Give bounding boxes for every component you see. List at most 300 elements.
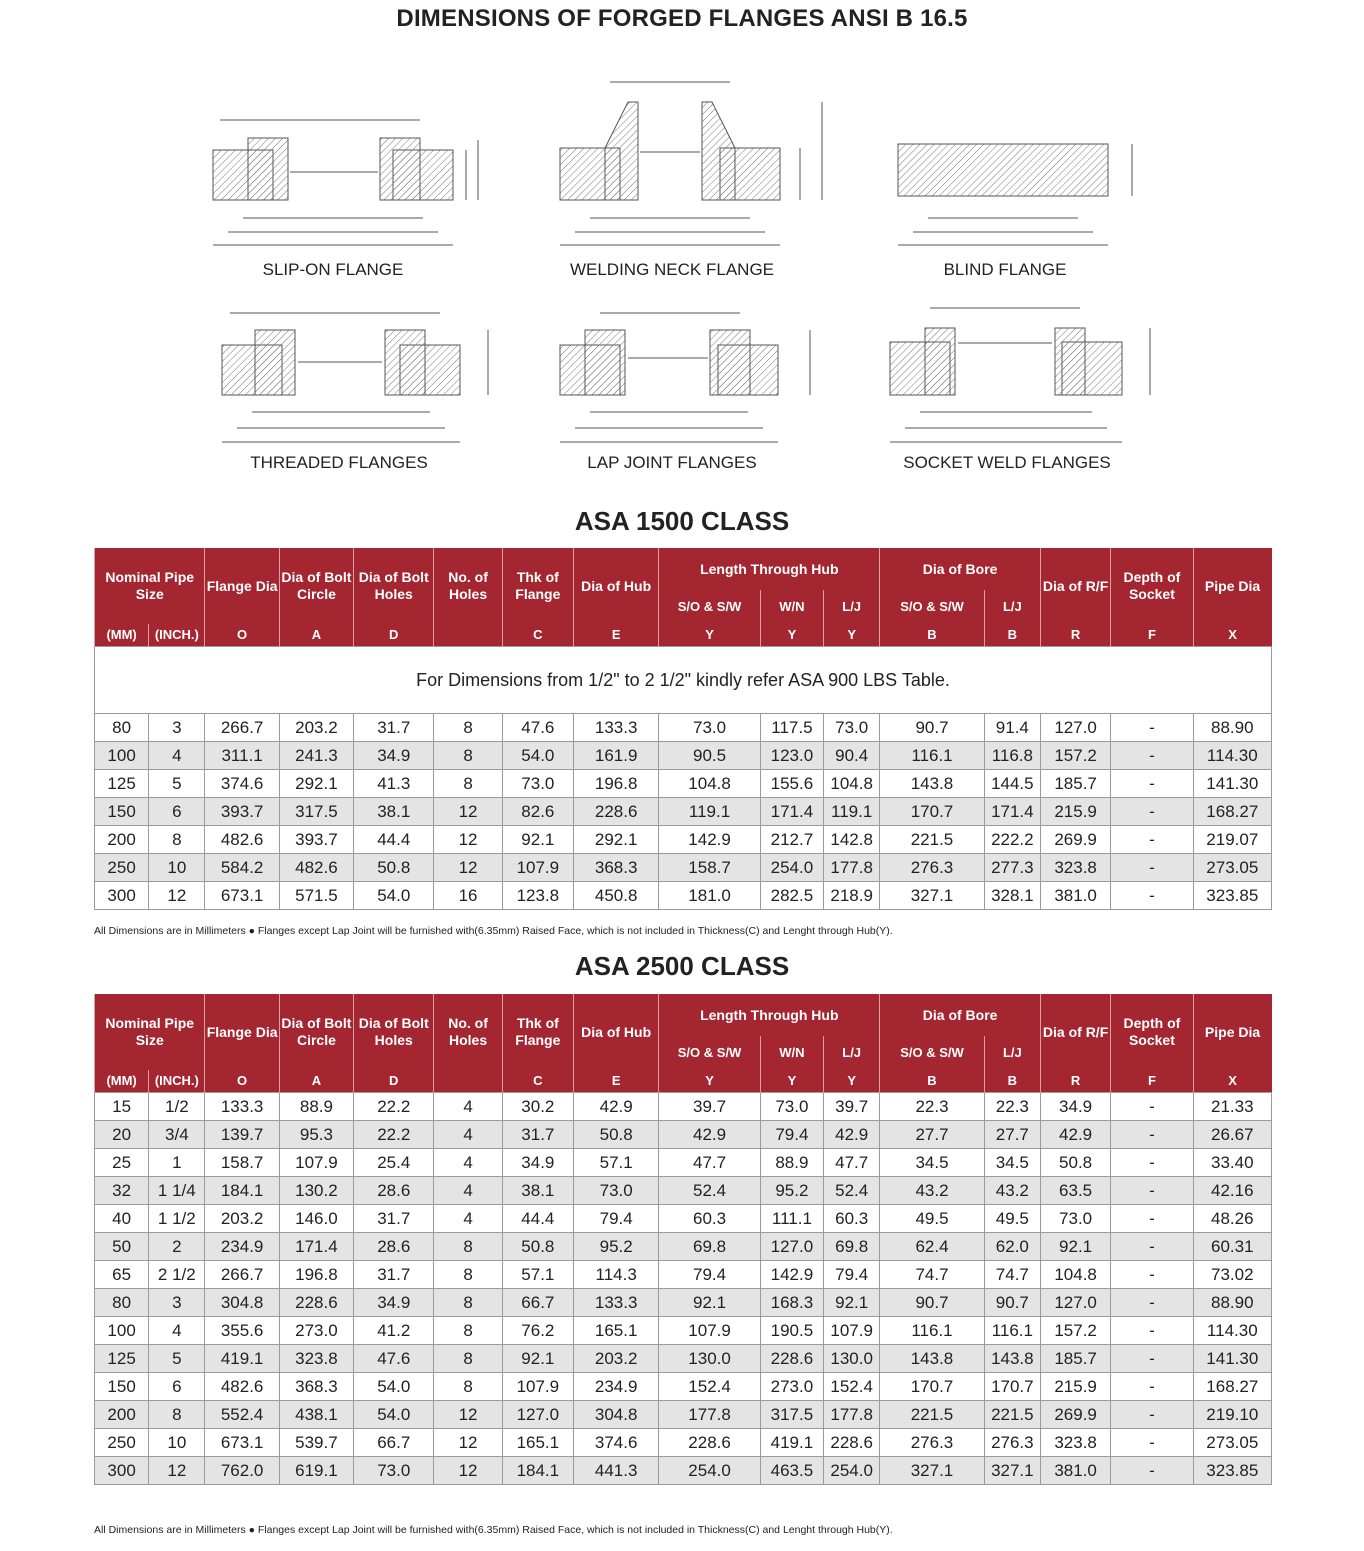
table-row (95, 1121, 1272, 1149)
table-cell: 31.7 (354, 714, 434, 742)
table-cell: 300 (95, 1457, 149, 1485)
table-cell: 144.5 (984, 770, 1040, 798)
table-row (95, 1177, 1272, 1205)
table-cell: 328.1 (984, 882, 1040, 910)
table-cell: 215.9 (1040, 798, 1110, 826)
table-cell: 158.7 (205, 1149, 279, 1177)
table-cell: - (1111, 1457, 1193, 1485)
table-cell: 73.0 (659, 714, 760, 742)
th-letter-r: R (1040, 1070, 1110, 1093)
table-cell: 250 (95, 854, 149, 882)
table-cell: 419.1 (760, 1429, 823, 1457)
th-bore-so-sw: S/O & S/W (880, 590, 984, 624)
table-cell: 8 (434, 1373, 502, 1401)
th-letter-y3: Y (824, 624, 880, 647)
table-cell: 8 (149, 1401, 205, 1429)
th-letter-y2: Y (760, 624, 823, 647)
table-cell: 241.3 (279, 742, 353, 770)
th-length-hub: Length Through Hub (659, 548, 880, 590)
th-pipe-dia: Pipe Dia (1193, 994, 1271, 1070)
table-cell: 100 (95, 742, 149, 770)
table-cell: 107.9 (659, 1317, 760, 1345)
table-cell: 161.9 (573, 742, 658, 770)
table-cell: 157.2 (1040, 742, 1110, 770)
table-cell: 28.6 (354, 1177, 434, 1205)
table-cell: 73.0 (573, 1177, 658, 1205)
table-cell: 177.8 (824, 1401, 880, 1429)
th-letter-e: E (573, 624, 658, 647)
table-cell: - (1111, 1429, 1193, 1457)
table-cell: 44.4 (354, 826, 434, 854)
table-cell: 304.8 (205, 1289, 279, 1317)
table-cell: 8 (434, 1317, 502, 1345)
table-cell: 73.0 (824, 714, 880, 742)
table-cell: 90.7 (880, 1289, 984, 1317)
table-cell: 254.0 (760, 854, 823, 882)
table-cell: 31.7 (354, 1205, 434, 1233)
table-cell: 1 1/2 (149, 1205, 205, 1233)
th-bolt-circle: Dia of Bolt Circle (279, 548, 353, 624)
table-cell: 104.8 (1040, 1261, 1110, 1289)
table-cell: 171.4 (984, 798, 1040, 826)
table-cell: 221.5 (880, 1401, 984, 1429)
table-cell: 25.4 (354, 1149, 434, 1177)
table-cell: 221.5 (984, 1401, 1040, 1429)
table-cell: 125 (95, 770, 149, 798)
table-cell: 34.9 (1040, 1093, 1110, 1121)
class1500-table (94, 548, 1272, 910)
table-cell: 42.9 (573, 1093, 658, 1121)
table-cell: 170.7 (984, 1373, 1040, 1401)
th-wn: W/N (760, 590, 823, 624)
table-cell: 368.3 (573, 854, 658, 882)
th-letter-f: F (1111, 624, 1193, 647)
table-cell: 152.4 (824, 1373, 880, 1401)
page-title: DIMENSIONS OF FORGED FLANGES ANSI B 16.5 (396, 5, 968, 32)
table-cell: 32 (95, 1177, 149, 1205)
table-cell: 266.7 (205, 714, 279, 742)
th-mm: (MM) (95, 624, 149, 647)
table-cell: 92.1 (659, 1289, 760, 1317)
table-cell: 82.6 (502, 798, 573, 826)
table-cell: 50.8 (502, 1233, 573, 1261)
table-cell: - (1111, 770, 1193, 798)
label-blind: BLIND FLANGE (943, 260, 1067, 279)
th-wn: W/N (760, 1036, 823, 1070)
table-cell: 482.6 (279, 854, 353, 882)
table-cell: 158.7 (659, 854, 760, 882)
table-cell: 125 (95, 1345, 149, 1373)
th-letter-x: X (1193, 1070, 1271, 1093)
table-cell: 317.5 (279, 798, 353, 826)
table-cell: 273.0 (279, 1317, 353, 1345)
table-cell: 31.7 (502, 1121, 573, 1149)
table-cell: 323.85 (1193, 882, 1271, 910)
table-cell: 269.9 (1040, 1401, 1110, 1429)
table-cell: - (1111, 854, 1193, 882)
table-cell: 168.27 (1193, 798, 1271, 826)
table-cell: 142.9 (760, 1261, 823, 1289)
table-cell: 69.8 (659, 1233, 760, 1261)
table-cell: 114.30 (1193, 742, 1271, 770)
th-nominal: Nominal Pipe Size (95, 548, 205, 624)
class2500-body (95, 1093, 1272, 1485)
class1500-note: For Dimensions from 1/2" to 2 1/2" kindly refer ASA 900 LBS Table. (95, 647, 1272, 714)
table-cell: 374.6 (205, 770, 279, 798)
table-cell: 673.1 (205, 882, 279, 910)
table-cell: 311.1 (205, 742, 279, 770)
table-cell: 215.9 (1040, 1373, 1110, 1401)
table-cell: - (1111, 714, 1193, 742)
table-cell: 8 (149, 826, 205, 854)
table-cell: 116.1 (984, 1317, 1040, 1345)
th-dia-rf: Dia of R/F (1040, 994, 1110, 1070)
table-cell: 79.4 (760, 1121, 823, 1149)
table-cell: 304.8 (573, 1401, 658, 1429)
table-cell: 127.0 (1040, 714, 1110, 742)
table-cell: 114.30 (1193, 1317, 1271, 1345)
table-cell: 114.3 (573, 1261, 658, 1289)
table-cell: 269.9 (1040, 826, 1110, 854)
table-cell: 1/2 (149, 1093, 205, 1121)
table-cell: 762.0 (205, 1457, 279, 1485)
table-cell: 212.7 (760, 826, 823, 854)
table-cell: 368.3 (279, 1373, 353, 1401)
table-cell: - (1111, 882, 1193, 910)
th-letter-blank (434, 1070, 502, 1093)
table-row (95, 1345, 1272, 1373)
table-cell: 323.8 (1040, 854, 1110, 882)
table-cell: 6 (149, 798, 205, 826)
table-cell: 185.7 (1040, 770, 1110, 798)
th-depth-socket: Depth of Socket (1111, 994, 1193, 1070)
th-letter-f: F (1111, 1070, 1193, 1093)
th-letter-o: O (205, 624, 279, 647)
table-cell: 38.1 (502, 1177, 573, 1205)
table-cell: 57.1 (502, 1261, 573, 1289)
class1500-body (95, 647, 1272, 910)
th-bolt-holes: Dia of Bolt Holes (354, 548, 434, 624)
table-cell: 228.6 (279, 1289, 353, 1317)
table-cell: 8 (434, 1345, 502, 1373)
table-cell: 57.1 (573, 1149, 658, 1177)
table-cell: 171.4 (760, 798, 823, 826)
table-cell: 8 (434, 742, 502, 770)
class2500-title: ASA 2500 CLASS (574, 951, 790, 981)
table-cell: 8 (434, 770, 502, 798)
label-slip-on: SLIP-ON FLANGE (262, 260, 404, 279)
th-inch: (INCH.) (149, 1070, 205, 1093)
table-cell: 50.8 (354, 854, 434, 882)
table-cell: 107.9 (824, 1317, 880, 1345)
table-cell: - (1111, 1345, 1193, 1373)
table-cell: 133.3 (205, 1093, 279, 1121)
table-cell: 92.1 (502, 826, 573, 854)
label-lap-joint: LAP JOINT FLANGES (587, 453, 757, 472)
table-cell: 52.4 (659, 1177, 760, 1205)
table-cell: 95.3 (279, 1121, 353, 1149)
table-cell: 571.5 (279, 882, 353, 910)
table-cell: 39.7 (659, 1093, 760, 1121)
table-cell: 203.2 (573, 1345, 658, 1373)
th-depth-socket: Depth of Socket (1111, 548, 1193, 624)
table-cell: 218.9 (824, 882, 880, 910)
table-cell: 12 (434, 1401, 502, 1429)
table-cell: 266.7 (205, 1261, 279, 1289)
table-cell: 44.4 (502, 1205, 573, 1233)
table-cell: 165.1 (502, 1429, 573, 1457)
table-cell: 48.26 (1193, 1205, 1271, 1233)
table-cell: 250 (95, 1429, 149, 1457)
th-mm: (MM) (95, 1070, 149, 1093)
table-cell: 221.5 (880, 826, 984, 854)
table-cell: 25 (95, 1149, 149, 1177)
table-cell: 79.4 (573, 1205, 658, 1233)
table-cell: 143.8 (880, 1345, 984, 1373)
table-cell: 41.3 (354, 770, 434, 798)
table-cell: 196.8 (573, 770, 658, 798)
table-cell: 73.0 (502, 770, 573, 798)
table-cell: 12 (434, 826, 502, 854)
table-cell: 539.7 (279, 1429, 353, 1457)
table-cell: 200 (95, 826, 149, 854)
slip-on-flange-drawing (213, 120, 478, 245)
table-cell: - (1111, 742, 1193, 770)
table-row (95, 882, 1272, 910)
th-bore-lj: L/J (984, 590, 1040, 624)
table-row (95, 1233, 1272, 1261)
table-cell: 133.3 (573, 714, 658, 742)
table-cell: 43.2 (880, 1177, 984, 1205)
table-cell: 90.5 (659, 742, 760, 770)
table-cell: 12 (434, 854, 502, 882)
table-cell: 4 (149, 1317, 205, 1345)
table-cell: 273.05 (1193, 1429, 1271, 1457)
table-cell: 6 (149, 1373, 205, 1401)
table-cell: 88.9 (279, 1093, 353, 1121)
th-dia-rf: Dia of R/F (1040, 548, 1110, 624)
th-letter-a: A (279, 624, 353, 647)
table-cell: 95.2 (760, 1177, 823, 1205)
table-cell: 3/4 (149, 1121, 205, 1149)
th-no-holes: No. of Holes (434, 548, 502, 624)
table-row (95, 854, 1272, 882)
table-cell: 168.3 (760, 1289, 823, 1317)
table-cell: 127.0 (760, 1233, 823, 1261)
table-cell: 41.2 (354, 1317, 434, 1345)
table-cell: 143.8 (984, 1345, 1040, 1373)
th-letter-d: D (354, 624, 434, 647)
table-cell: 10 (149, 854, 205, 882)
th-lj: L/J (824, 1036, 880, 1070)
label-threaded: THREADED FLANGES (250, 453, 428, 472)
th-letter-d: D (354, 1070, 434, 1093)
table-cell: 42.9 (659, 1121, 760, 1149)
table-cell: 482.6 (205, 1373, 279, 1401)
th-nominal: Nominal Pipe Size (95, 994, 205, 1070)
table-cell: 146.0 (279, 1205, 353, 1233)
table-cell: 22.2 (354, 1121, 434, 1149)
table-cell: 150 (95, 1373, 149, 1401)
table-cell: 92.1 (824, 1289, 880, 1317)
table-cell: - (1111, 1149, 1193, 1177)
table-row (95, 714, 1272, 742)
th-so-sw: S/O & S/W (659, 1036, 760, 1070)
th-letter-a: A (279, 1070, 353, 1093)
table-cell: 130.0 (659, 1345, 760, 1373)
table-cell: 79.4 (659, 1261, 760, 1289)
table-cell: 12 (434, 1429, 502, 1457)
table-cell: 47.7 (659, 1149, 760, 1177)
table-cell: 28.6 (354, 1233, 434, 1261)
table-cell: 50.8 (1040, 1149, 1110, 1177)
table-cell: 254.0 (659, 1457, 760, 1485)
table-cell: 73.02 (1193, 1261, 1271, 1289)
th-dia-bore: Dia of Bore (880, 994, 1041, 1036)
table-cell: 50.8 (573, 1121, 658, 1149)
table-row (95, 1093, 1272, 1121)
table-cell: 273.0 (760, 1373, 823, 1401)
table-cell: 4 (434, 1093, 502, 1121)
table-cell: 49.5 (880, 1205, 984, 1233)
table-cell: - (1111, 1317, 1193, 1345)
table-cell: 393.7 (205, 798, 279, 826)
table-cell: 130.2 (279, 1177, 353, 1205)
table-cell: 66.7 (354, 1429, 434, 1457)
table-cell: 107.9 (502, 1373, 573, 1401)
table-cell: 4 (434, 1121, 502, 1149)
table-cell: 143.8 (880, 770, 984, 798)
table-cell: 30.2 (502, 1093, 573, 1121)
table-cell: 43.2 (984, 1177, 1040, 1205)
th-dia-hub: Dia of Hub (573, 548, 658, 624)
table-cell: - (1111, 1289, 1193, 1317)
table-cell: - (1111, 1233, 1193, 1261)
table-cell: 2 1/2 (149, 1261, 205, 1289)
table-cell: 15 (95, 1093, 149, 1121)
table-cell: 42.16 (1193, 1177, 1271, 1205)
table-cell: 165.1 (573, 1317, 658, 1345)
table-cell: 12 (434, 1457, 502, 1485)
table-cell: 276.3 (880, 854, 984, 882)
table-cell: 276.3 (880, 1429, 984, 1457)
table-cell: 50 (95, 1233, 149, 1261)
table-cell: 90.7 (984, 1289, 1040, 1317)
table-cell: - (1111, 1205, 1193, 1233)
table-cell: 111.1 (760, 1205, 823, 1233)
table-cell: 1 1/4 (149, 1177, 205, 1205)
table-cell: 170.7 (880, 798, 984, 826)
table-cell: 100 (95, 1317, 149, 1345)
table-cell: 80 (95, 714, 149, 742)
table-cell: 3 (149, 1289, 205, 1317)
table-cell: 47.7 (824, 1149, 880, 1177)
table-cell: 185.7 (1040, 1345, 1110, 1373)
th-pipe-dia: Pipe Dia (1193, 548, 1271, 624)
table-cell: 133.3 (573, 1289, 658, 1317)
table-cell: 16 (434, 882, 502, 910)
class2500-footnote: All Dimensions are in Millimeters ● Flanges except Lap Joint will be furnished with(6.35mm) Raised Face, which is not included in Thickness(C) and Lenght through Hub(Y). (94, 1524, 893, 1536)
table-cell: 80 (95, 1289, 149, 1317)
table-cell: 88.9 (760, 1149, 823, 1177)
table-cell: 127.0 (502, 1401, 573, 1429)
th-bore-so-sw: S/O & S/W (880, 1036, 984, 1070)
table-cell: 300 (95, 882, 149, 910)
table-cell: 116.1 (880, 742, 984, 770)
table-row (95, 1457, 1272, 1485)
table-cell: - (1111, 1177, 1193, 1205)
table-cell: 116.1 (880, 1317, 984, 1345)
table-cell: 116.8 (984, 742, 1040, 770)
table-row (95, 770, 1272, 798)
table-cell: 92.1 (502, 1345, 573, 1373)
table-cell: 54.0 (354, 1401, 434, 1429)
table-cell: 63.5 (1040, 1177, 1110, 1205)
table-cell: 141.30 (1193, 770, 1271, 798)
table-cell: 54.0 (354, 1373, 434, 1401)
table-cell: 12 (149, 1457, 205, 1485)
table-row (95, 1373, 1272, 1401)
table-cell: 171.4 (279, 1233, 353, 1261)
table-cell: 4 (434, 1205, 502, 1233)
table-row (95, 1429, 1272, 1457)
table-cell: 482.6 (205, 826, 279, 854)
th-letter-b2: B (984, 1070, 1040, 1093)
blind-flange-drawing (898, 144, 1132, 245)
class1500-title: ASA 1500 CLASS (574, 506, 790, 536)
table-cell: 54.0 (354, 882, 434, 910)
table-cell: 76.2 (502, 1317, 573, 1345)
th-no-holes: No. of Holes (434, 994, 502, 1070)
table-cell: 323.85 (1193, 1457, 1271, 1485)
table-cell: 90.4 (824, 742, 880, 770)
table-row (95, 826, 1272, 854)
table-cell: 327.1 (880, 1457, 984, 1485)
table-cell: 74.7 (984, 1261, 1040, 1289)
th-flange-dia: Flange Dia (205, 548, 279, 624)
th-thk-flange: Thk of Flange (502, 994, 573, 1070)
table-cell: 170.7 (880, 1373, 984, 1401)
flange-drawings (0, 60, 1364, 490)
table-cell: - (1111, 1373, 1193, 1401)
table-cell: 5 (149, 770, 205, 798)
table-cell: 228.6 (824, 1429, 880, 1457)
th-letter-y1: Y (659, 1070, 760, 1093)
th-letter-b1: B (880, 624, 984, 647)
table-cell: 323.8 (1040, 1429, 1110, 1457)
table-cell: 88.90 (1193, 1289, 1271, 1317)
table-cell: 8 (434, 1261, 502, 1289)
table-cell: 228.6 (659, 1429, 760, 1457)
table-cell: 42.9 (824, 1121, 880, 1149)
table-cell: 12 (434, 798, 502, 826)
table-cell: 79.4 (824, 1261, 880, 1289)
table-cell: 168.27 (1193, 1373, 1271, 1401)
table-cell: 34.5 (880, 1149, 984, 1177)
table-cell: 38.1 (354, 798, 434, 826)
th-letter-y2: Y (760, 1070, 823, 1093)
table-cell: 22.3 (984, 1093, 1040, 1121)
table-row (95, 798, 1272, 826)
th-letter-y3: Y (824, 1070, 880, 1093)
table-cell: 27.7 (984, 1121, 1040, 1149)
table-cell: 119.1 (824, 798, 880, 826)
table-cell: 4 (149, 742, 205, 770)
table-row (95, 1401, 1272, 1429)
table-cell: 123.8 (502, 882, 573, 910)
table-cell: 276.3 (984, 1429, 1040, 1457)
lap-joint-flange-drawing (560, 313, 810, 442)
